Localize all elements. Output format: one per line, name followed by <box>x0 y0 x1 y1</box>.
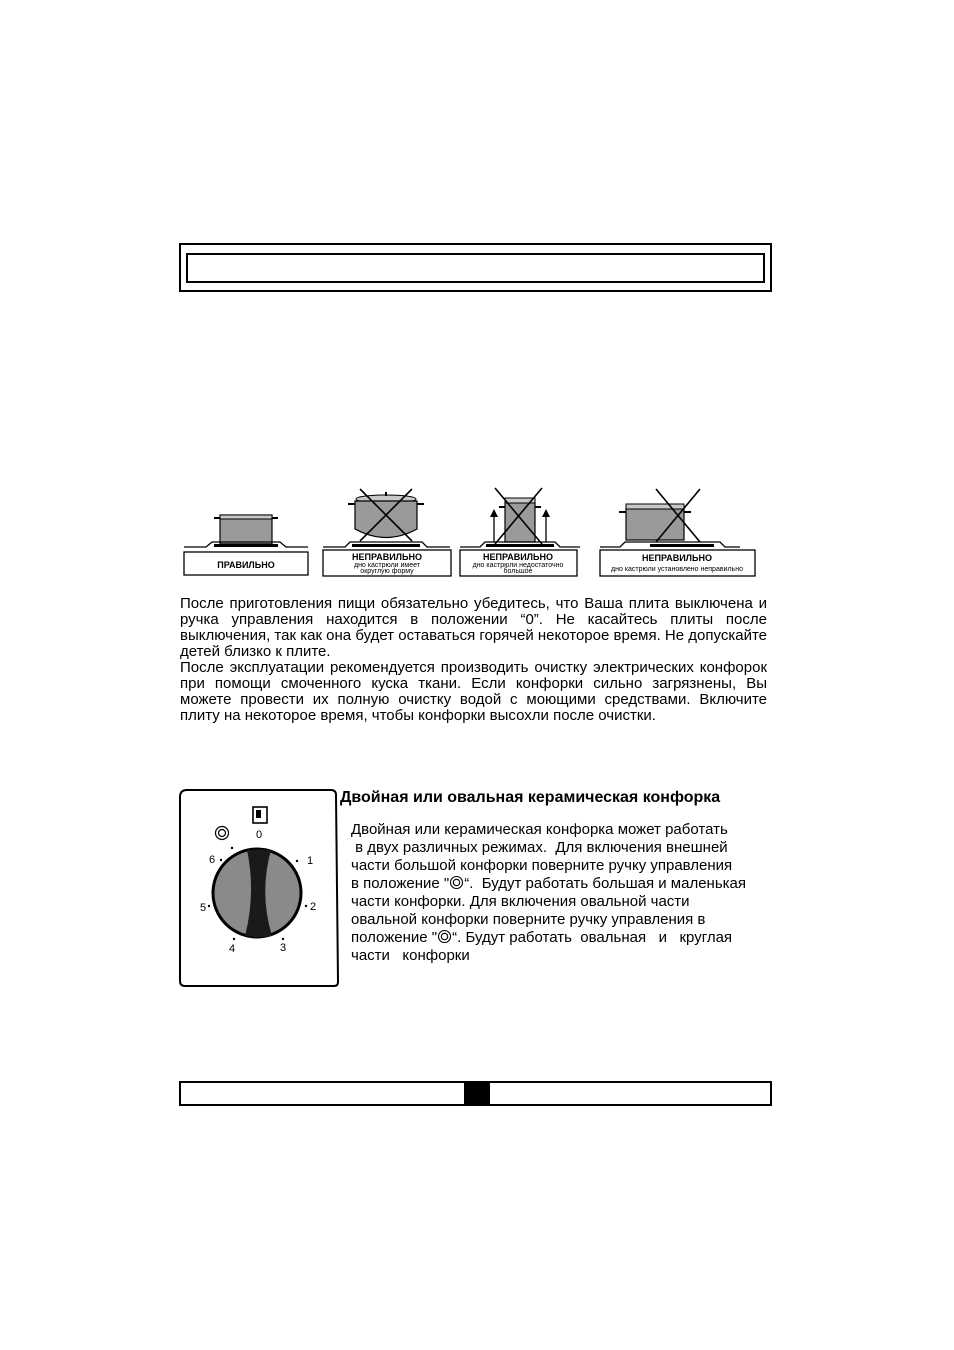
illustration-correct <box>184 515 308 575</box>
illustration-caption-sub: дно кастрюли имеет <box>353 562 421 569</box>
page-number-marker <box>464 1082 490 1104</box>
illustration-caption-sub: большое <box>503 568 533 575</box>
illustration-off-center <box>600 489 755 576</box>
illustration-round-bottom <box>323 489 451 576</box>
section-line: в двух различных режимах. Для включения внешней <box>351 839 728 856</box>
illustration-caption-main: ПРАВИЛЬНО <box>217 560 275 570</box>
section-title: Двойная или овальная керамическая конфорка <box>340 789 721 806</box>
knob-mark-1: 1 <box>307 855 314 867</box>
knob-mark-6: 6 <box>209 854 216 866</box>
knob-mark-2: 2 <box>310 901 317 913</box>
burner-position-icon <box>253 807 267 823</box>
control-knob <box>213 849 301 937</box>
section-line: части конфорки <box>351 947 470 964</box>
section-line-text: в положение " <box>351 875 450 892</box>
knob-mark-0: 0 <box>255 829 263 841</box>
section-line-text: “. Будут работать овальная и круглая <box>452 929 733 946</box>
knob-mark-5: 5 <box>200 902 207 914</box>
section-line <box>351 875 746 893</box>
dual-ring-icon <box>449 875 464 890</box>
section-line: части большой конфорки поверните ручку управления <box>351 857 733 874</box>
section-line: Двойная или керамическая конфорка может работать <box>351 821 728 838</box>
control-knob-diagram <box>179 789 339 987</box>
knob-mark-3: 3 <box>280 942 287 954</box>
header-frame-inner <box>186 253 765 283</box>
illustration-caption-main: НЕПРАВИЛЬНО <box>642 553 712 563</box>
section-line-text: положение " <box>351 929 438 946</box>
illustration-too-small <box>460 488 580 576</box>
illustration-caption-sub: дно кастрюли недостаточно <box>472 562 564 569</box>
dual-ring-icon <box>437 929 452 944</box>
illustration-caption-main: НЕПРАВИЛЬНО <box>483 552 553 562</box>
section-line <box>351 929 732 947</box>
section-line: части конфорки. Для включения овальной части <box>351 893 690 910</box>
safety-paragraph: После приготовления пищи обязательно убедитесь, что Ваша плита выключена и ручка управления находится в положении “0”. Не касайтесь плиты после выключения, так как она будет оставаться горячей некоторое время. Не допускайте детей близко к плите. <box>180 595 767 660</box>
illustration-caption-sub: дно кастрюли установлено неправильно <box>611 566 743 573</box>
illustration-caption-main: НЕПРАВИЛЬНО <box>352 552 422 562</box>
cleaning-paragraph: После эксплуатации рекомендуется производить очистку электрических конфорок при помощи смоченного куска ткани. Если конфорки сильно загрязнены, Вы можете провести их полную очистку водой с моющими средствами. Включите плиту на некоторое время, чтобы конфорки высохли после очистки. <box>180 659 767 724</box>
section-line: овальной конфорки поверните ручку управления в <box>351 911 706 928</box>
knob-mark-4: 4 <box>229 943 236 955</box>
header-frame <box>179 243 772 292</box>
illustration-caption-sub: округлую форму <box>360 568 414 575</box>
section-line-text: “. Будут работать большая и маленькая <box>464 875 746 892</box>
pot-placement-illustrations <box>180 484 760 582</box>
